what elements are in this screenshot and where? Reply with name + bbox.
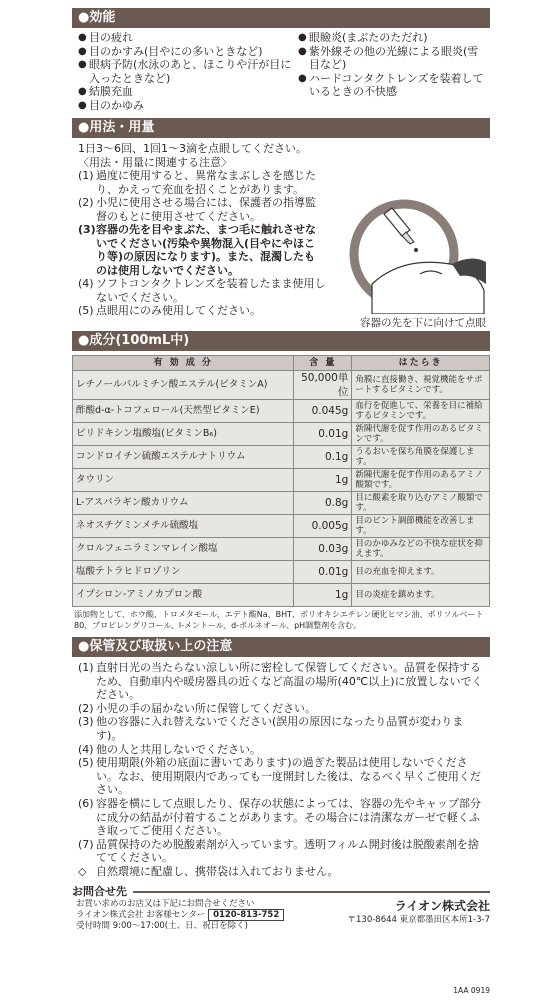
note-number: (3)	[78, 223, 96, 236]
storage-note-item	[78, 838, 486, 865]
ingredient-name: コンドロイチン硫酸エステルナトリウム	[73, 446, 294, 469]
contact-block	[72, 899, 490, 932]
header-ingredient: 有 効 成 分	[73, 356, 294, 371]
note-text: 小児に使用させる場合には、保護者の指導監督のもとに使用させてください。	[96, 196, 316, 223]
ingredients-table	[72, 355, 490, 607]
effect-item	[78, 85, 298, 99]
contact-heading	[72, 885, 490, 899]
ingredient-name: レチノールパルミチン酸エステル(ビタミンA)	[73, 371, 294, 400]
ingredient-amount: 0.03g	[294, 538, 352, 561]
table-header-row	[73, 356, 490, 371]
ingredient-amount: 50,000単位	[294, 371, 352, 400]
effect-item	[78, 99, 298, 113]
storage-note-item	[78, 661, 486, 702]
dosage-note-title: 〈用法・用量に関連する注意〉	[78, 155, 232, 169]
ingredient-function: 新陳代謝を促す作用のあるビタミンです。	[352, 423, 490, 446]
storage-heading: ●保管及び取扱い上の注意	[72, 637, 490, 657]
bullet-icon: ●	[298, 72, 307, 84]
ingredient-function: 角膜に直接働き、視覚機能をサポートするビタミンです。	[352, 371, 490, 400]
effect-text: 目のかすみ(目やにの多いときなど)	[89, 44, 263, 58]
ingredient-function: 目の炎症を鎮めます。	[352, 584, 490, 607]
print-code: 1AA 0919	[453, 986, 490, 995]
note-text: ソフトコンタクトレンズを装着したまま使用しないでください。	[96, 277, 326, 304]
ingredient-function: 新陳代謝を促す作用のあるアミノ酸類です。	[352, 469, 490, 492]
effects-list	[72, 28, 490, 118]
bullet-icon: ●	[78, 99, 87, 111]
note-number: (5)	[78, 756, 94, 770]
effect-text: 眼瞼炎(まぶたのただれ)	[309, 31, 428, 44]
storage-section	[72, 657, 490, 881]
table-row	[73, 561, 490, 584]
note-number: (2)	[78, 196, 94, 209]
note-number: (4)	[78, 277, 94, 290]
contact-title: お問合せ先	[72, 884, 127, 898]
ingredient-function: 目のピント調節機能を改善します。	[352, 515, 490, 538]
storage-note-item	[78, 702, 486, 716]
ingredient-amount: 1g	[294, 584, 352, 607]
note-text: 容器の先を目やまぶた、まつ毛に触れさせないでください(汚染や異物混入(目やにやほこり等)の原因になります)。また、混濁したものは使用しないでください。	[96, 223, 316, 277]
table-row	[73, 584, 490, 607]
storage-note-item	[78, 743, 486, 757]
company-address: 〒130-8644 東京都墨田区本所1-3-7	[347, 914, 490, 925]
ingredient-function: 血行を促進して、栄養を目に補給するビタミンです。	[352, 400, 490, 423]
effect-item	[78, 45, 298, 59]
note-number: (7)	[78, 837, 94, 851]
ingredient-amount: 0.01g	[294, 423, 352, 446]
note-number: ◇	[78, 864, 87, 878]
usage-note-item	[78, 304, 326, 318]
ingredient-function: 目に酸素を取り込むアミノ酸類です。	[352, 492, 490, 515]
phone-number: 0120-813-752	[208, 909, 284, 921]
bullet-icon: ●	[298, 45, 307, 57]
effect-item	[298, 45, 488, 72]
storage-note-item	[78, 715, 486, 742]
table-row	[73, 538, 490, 561]
ingredient-name: クロルフェニラミンマレイン酸塩	[73, 538, 294, 561]
ingredient-amount: 0.005g	[294, 515, 352, 538]
effect-text: 目のかゆみ	[89, 98, 144, 112]
ingredient-amount: 0.045g	[294, 400, 352, 423]
effect-item	[298, 31, 488, 45]
ingredient-amount: 0.8g	[294, 492, 352, 515]
table-row	[73, 371, 490, 400]
effect-text: 紫外線その他の光線による眼炎(雪目など)	[309, 44, 479, 71]
bullet-icon: ●	[78, 59, 87, 70]
bullet-icon: ●	[78, 86, 87, 97]
usage-note-item	[78, 169, 326, 196]
table-row	[73, 515, 490, 538]
ingredient-name: イプシロン-アミノカプロン酸	[73, 584, 294, 607]
ingredient-amount: 0.01g	[294, 561, 352, 584]
table-row	[73, 400, 490, 423]
eye-drop-illustration	[332, 194, 486, 314]
dosage-text: 1日3〜6回、1回1〜3滴を点眼してください。	[78, 142, 307, 155]
contact-line: お買い求めのお店又は下記にお問合せください	[76, 898, 255, 909]
effect-text: ハードコンタクトレンズを装着しているときの不快感	[309, 71, 484, 98]
ingredient-amount: 0.1g	[294, 446, 352, 469]
usage-note-item	[78, 277, 326, 304]
note-text: 他の容器に入れ替えないでください(誤用の原因になったり品質が変わります)。	[96, 715, 464, 742]
effect-text: 目の疲れ	[89, 31, 133, 44]
company-name: ライオン株式会社	[394, 898, 490, 913]
bullet-icon: ●	[78, 32, 87, 43]
additive-note: 添加物として、ホウ酸、トロメタモール、エデト酸Na、BHT、ポリオキシエチレン硬化ヒマシ油、ポリソルベート80、プロピレングリコール、l-メントール、d-ボルネオール、pH調整剤を含む。	[74, 610, 484, 630]
header-amount: 含 量	[294, 356, 352, 371]
ingredient-name: 塩酸テトラヒドロゾリン	[73, 561, 294, 584]
ingredient-function: うるおいを保ち角膜を保護します。	[352, 446, 490, 469]
effect-text: 結膜充血	[89, 85, 133, 98]
ingredient-name: ピリドキシン塩酸塩(ビタミンB₆)	[73, 423, 294, 446]
ingredient-name: ネオスチグミンメチル硫酸塩	[73, 515, 294, 538]
storage-note-item	[78, 797, 486, 838]
note-number: (4)	[78, 742, 94, 756]
ingredient-name: 酢酸d-α-トコフェロール(天然型ビタミンE)	[73, 400, 294, 423]
bullet-icon: ●	[78, 45, 87, 57]
note-text: 小児の手の届かない所に保管してください。	[96, 701, 316, 715]
note-number: (5)	[78, 304, 94, 317]
note-text: 直射日光の当たらない涼しい所に密栓して保管してください。品質を保持するため、自動車内や暖房器具の近くなど高温の場所(40℃以上)に放置しないでください。	[96, 661, 483, 702]
effect-text: 眼病予防(水泳のあと、ほこりや汗が目に入ったときなど)	[89, 58, 292, 85]
effects-heading: ●効能	[72, 8, 490, 28]
effect-item	[298, 72, 488, 99]
note-text: 自然環境に配慮し、携帯袋は入れておりません。	[96, 864, 339, 878]
ingredient-name: L-アスパラギン酸カリウム	[73, 492, 294, 515]
ingredient-function: 目の充血を抑えます。	[352, 561, 490, 584]
table-row	[73, 492, 490, 515]
business-hours: 受付時間 9:00〜17:00(土、日、祝日を除く)	[76, 920, 248, 931]
usage-heading: ●用法・用量	[72, 118, 490, 138]
note-text: 品質保持のため脱酸素剤が入っています。透明フィルム開封後は脱酸素剤を捨ててください。	[96, 837, 479, 865]
ingredients-heading: ●成分(100mL中)	[72, 331, 490, 351]
usage-section	[72, 138, 490, 331]
table-row	[73, 423, 490, 446]
note-number: (3)	[78, 715, 94, 729]
note-number: (1)	[78, 661, 94, 674]
note-number: (2)	[78, 701, 94, 715]
header-function: はたらき	[352, 356, 490, 371]
usage-note-item	[78, 223, 326, 277]
bullet-icon: ●	[298, 32, 307, 43]
customer-center: ライオン株式会社 お客様センター	[76, 909, 206, 920]
table-row	[73, 446, 490, 469]
effect-item	[78, 31, 298, 45]
note-number: (6)	[78, 796, 94, 810]
ingredient-function: 目のかゆみなどの不快な症状を抑えます。	[352, 538, 490, 561]
note-text: 点眼用にのみ使用してください。	[96, 304, 261, 317]
storage-note-item	[78, 865, 486, 879]
usage-note-item	[78, 196, 326, 223]
ingredient-name: タウリン	[73, 469, 294, 492]
note-text: 容器を横にして点眼したり、保存の状態によっては、容器の先やキャップ部分に成分の結晶が付着することがあります。その場合には清潔なガーゼで軽くふき取ってご使用ください。	[96, 796, 481, 838]
note-text: 過度に使用すると、異常なまぶしさを感じたり、かえって充血を招くことがあります。	[96, 169, 316, 196]
note-text: 使用期限(外箱の底面に書いてあります)の過ぎた製品は使用しないでください。なお、使用期限内であっても一度開封した後は、なるべく早くご使用ください。	[96, 756, 481, 797]
effect-item	[78, 58, 298, 85]
leaflet	[72, 8, 490, 932]
storage-note-item	[78, 756, 486, 797]
ingredient-amount: 1g	[294, 469, 352, 492]
contact-rule	[133, 891, 490, 893]
illustration-caption: 容器の先を下に向けて点眼	[360, 317, 486, 329]
table-row	[73, 469, 490, 492]
note-text: 他の人と共用しないでください。	[96, 742, 261, 756]
note-number: (1)	[78, 169, 94, 182]
